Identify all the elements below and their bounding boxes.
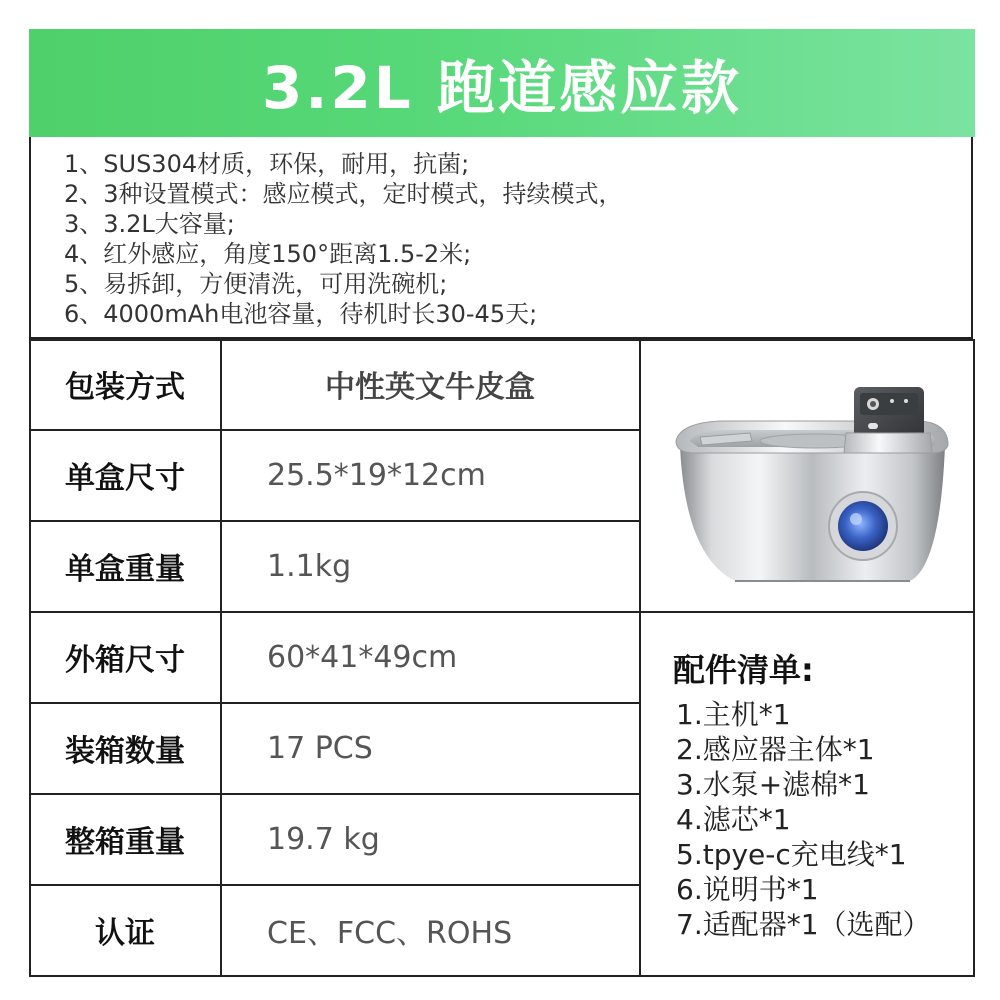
spec-label-carton-qty: 装箱数量 xyxy=(65,734,185,769)
accessories-panel xyxy=(641,613,974,975)
feature-item: 2、3种设置模式：感应模式，定时模式，持续模式， xyxy=(64,180,623,208)
title-banner xyxy=(29,29,975,137)
spec-label-carton-size: 外箱尺寸 xyxy=(65,643,185,678)
spec-label-carton-weight: 整箱重量 xyxy=(65,825,185,860)
spec-label-box-size: 单盒尺寸 xyxy=(65,461,185,496)
accessory-item: 6.说明书*1 xyxy=(676,873,819,906)
spec-value-carton-qty: 17 PCS xyxy=(267,730,373,766)
feature-list xyxy=(29,137,973,339)
table-border-bottom xyxy=(29,975,975,977)
accessory-item: 1.主机*1 xyxy=(676,698,791,731)
spec-label-box-weight: 单盒重量 xyxy=(65,552,185,587)
spec-value-carton-size: 60*41*49cm xyxy=(267,639,458,675)
spec-value-box-size: 25.5*19*12cm xyxy=(267,457,486,493)
accessory-item: 2.感应器主体*1 xyxy=(676,733,875,766)
accessory-item: 7.适配器*1（选配） xyxy=(676,908,931,941)
accessory-item: 4.滤芯*1 xyxy=(676,803,791,836)
accessories-list xyxy=(676,697,931,942)
spec-value-carton-weight: 19.7 kg xyxy=(267,821,380,857)
spec-label-certification: 认证 xyxy=(95,916,155,951)
pet-fountain-illustration xyxy=(640,341,974,611)
spec-value-box-weight: 1.1kg xyxy=(267,548,352,584)
feature-item: 3、3.2L大容量; xyxy=(64,210,235,238)
spec-value-certification: CE、FCC、ROHS xyxy=(267,916,513,951)
spec-value-packaging: 中性英文牛皮盒 xyxy=(325,370,535,405)
accessory-item: 3.水泵+滤棉*1 xyxy=(676,768,870,801)
page-title: 3.2L 跑道感应款 xyxy=(262,54,742,122)
accessories-title: 配件清单: xyxy=(673,651,814,689)
spec-label-packaging: 包装方式 xyxy=(65,370,185,405)
feature-item: 1、SUS304材质，环保，耐用，抗菌; xyxy=(64,150,470,178)
feature-item: 5、易拆卸，方便清洗，可用洗碗机; xyxy=(64,270,448,298)
product-image xyxy=(640,341,974,611)
accessory-item: 5.tpye-c充电线*1 xyxy=(676,838,907,871)
feature-item: 6、4000mAh电池容量，待机时长30-45天; xyxy=(64,300,538,328)
feature-item: 4、红外感应，角度150°距离1.5-2米; xyxy=(64,240,472,268)
